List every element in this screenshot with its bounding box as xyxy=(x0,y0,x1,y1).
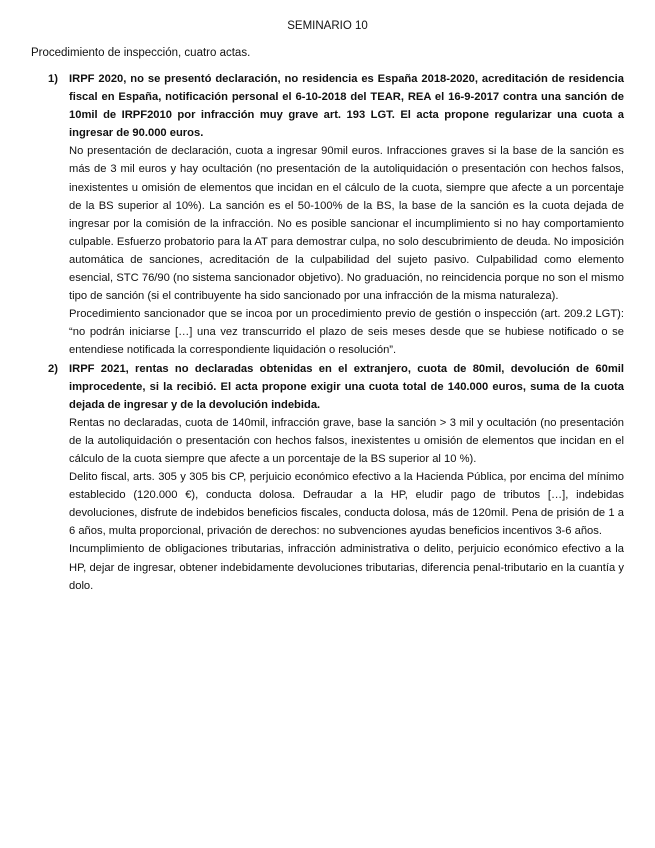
list-item xyxy=(48,70,624,360)
item-heading: IRPF 2021, rentas no declaradas obtenidas en el extranjero, cuota de 80mil, devolución de 60mil improcedente, si la recibió. El acta propone exigir una cuota total de 140.000 euros, suma de la cuota dejada de ingresar y de la devolución indebida. xyxy=(69,362,624,411)
item-paragraph: No presentación de declaración, cuota a ingresar 90mil euros. Infracciones graves si la base de la sanción es más de 3 mil euros y hay ocultación (no presentación de la autoliquidación o presentación con hechos falsos, inexistentes u omisión de elementos que incidan en el cálculo de la cuota, siempre que afecte a un porcentaje de la BS superior al 10%). La sanción es el 50-100% de la BS, la base de la sanción es la cuota dejada de ingresar por la comisión de la infracción. No es posible sancionar el incumplimiento si no hay comportamiento culpable. Esfuerzo probatorio para la AT para demostrar culpa, no solo descubrimiento de deuda. No imposición automática de sanciones, acreditación de la culpabilidad del sujeto pasivo. Culpabilidad como elemento esencial, STC 76/90 (no sistema sancionador objetivo). No graduación, no reincidencia porque no son el mismo tipo de sanción (si el contribuyente ha sido sancionado por una infracción de la misma naturaleza). xyxy=(69,145,624,303)
item-paragraph: Rentas no declaradas, cuota de 140mil, infracción grave, base la sanción > 3 mil y ocultación (no presentación de la autoliquidación o presentación con hechos falsos, inexistentes u omisión de elementos que incidan en el cálculo de la cuota siempre que afecte a un porcentaje de la BS superior al 10 %). xyxy=(69,416,624,465)
item-heading: IRPF 2020, no se presentó declaración, no residencia es España 2018-2020, acreditación de residencia fiscal en España, notificación personal el 6-10-2018 del TEAR, REA el 16-9-2017 contra una sanción de 10mil de IRPF2010 por infracción muy grave art. 193 LGT. El acta propone regularizar una cuota a ingresar de 90.000 euros. xyxy=(69,73,624,140)
item-paragraph: Procedimiento sancionador que se incoa por un procedimiento previo de gestión o inspección (art. 209.2 LGT): “no podrán iniciarse […] una vez transcurrido el plazo de seis meses desde que se hubiese notificado o se entendiese notificada la correspondiente liquidación o resolución”. xyxy=(69,308,624,357)
list-item xyxy=(48,360,624,595)
item-number: 2) xyxy=(48,362,58,375)
item-paragraph: Incumplimiento de obligaciones tributarias, infracción administrativa o delito, perjuicio económico efectivo a la HP, dejar de ingresar, obtener indebidamente devoluciones tributarias, diferencia penal-tributario en la cuantía y dolo. xyxy=(69,543,624,592)
numbered-list xyxy=(48,70,624,595)
item-paragraph: Delito fiscal, arts. 305 y 305 bis CP, perjuicio económico efectivo a la Hacienda Pública, por encima del mínimo establecido (120.000 €), conducta dolosa. Defraudar a la HP, eludir pago de tributos […], indebidas devoluciones, disfrute de indebidos beneficios fiscales, conducta dolosa, más de 120mil. Pena de prisión de 1 a 6 años, multa proporcional, privación de derechos: no subvenciones ayudas beneficios incentivos 3-6 años. xyxy=(69,471,624,538)
item-number: 1) xyxy=(48,73,58,85)
intro-text: Procedimiento de inspección, cuatro actas. xyxy=(31,47,251,59)
page-title: SEMINARIO 10 xyxy=(287,20,368,32)
